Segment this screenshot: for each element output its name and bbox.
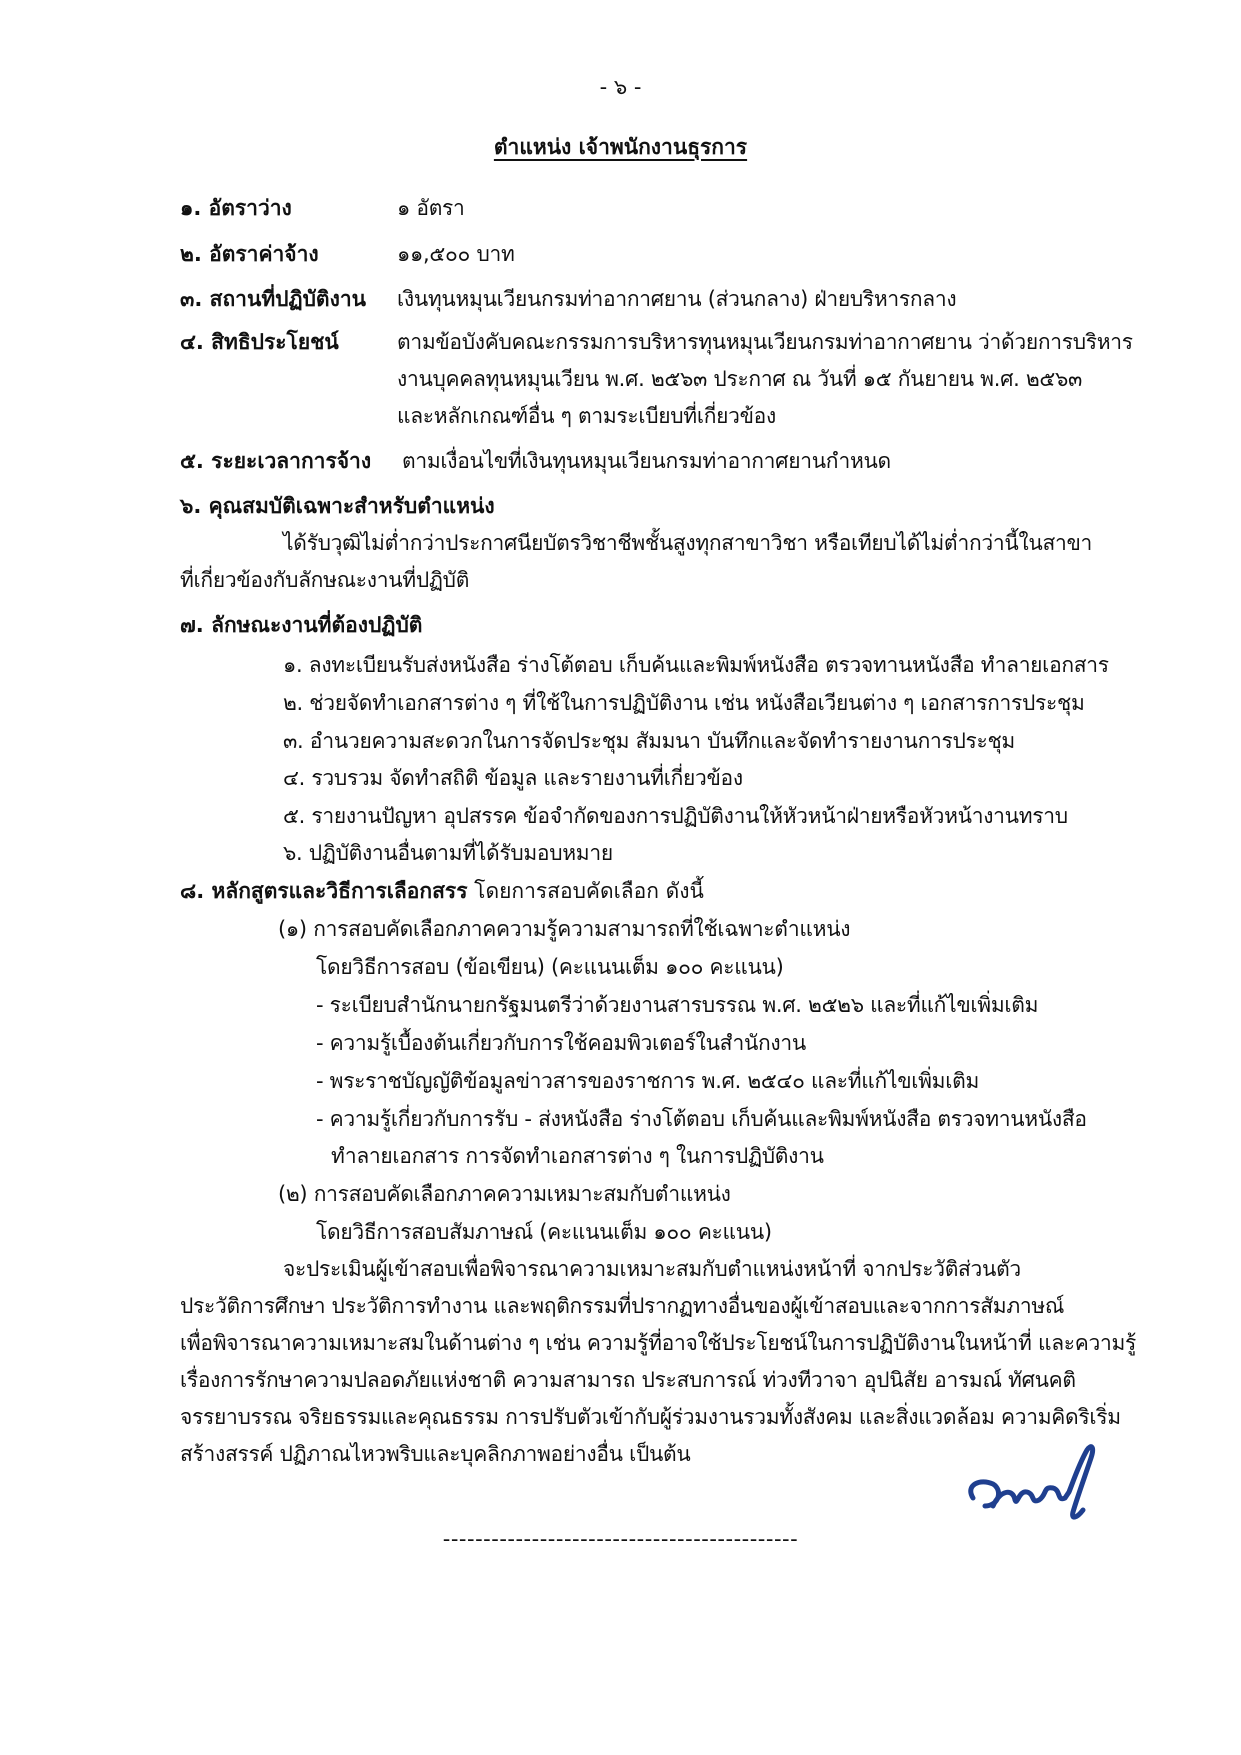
exam-topic: - ระเบียบสำนักนายกรัฐมนตรีว่าด้วยงานสารบรรณ พ.ศ. ๒๕๒๖ และที่แก้ไขเพิ่มเติม	[316, 993, 1039, 1017]
list-item: ๑. ลงทะเบียนรับส่งหนังสือ ร่างโต้ตอบ เก็บค้นและพิมพ์หนังสือ ตรวจทานหนังสือ ทำลายเอกสาร	[283, 653, 1109, 677]
page-number: - ๖ -	[599, 75, 642, 99]
list-item: ๒. ช่วยจัดทำเอกสารต่าง ๆ ที่ใช้ในการปฏิบัติงาน เช่น หนังสือเวียนต่าง ๆ เอกสารการประชุม	[283, 691, 1085, 715]
item-value: ตามข้อบังคับคณะกรรมการบริหารทุนหมุนเวียนกรมท่าอากาศยาน ว่าด้วยการบริหาร	[397, 330, 1133, 354]
end-line: --------------------------------------------	[442, 1527, 799, 1551]
list-item: ๓. อำนวยความสะดวกในการจัดประชุม สัมมนา บันทึกและจัดทำรายงานการประชุม	[283, 729, 1015, 753]
list-item: ๖. ปฏิบัติงานอื่นตามที่ได้รับมอบหมาย	[283, 841, 613, 865]
list-item: ๕. รายงานปัญหา อุปสรรค ข้อจำกัดของการปฏิบัติงานให้หัวหน้าฝ่ายหรือหัวหน้างานทราบ	[283, 804, 1068, 828]
paragraph-line: สร้างสรรค์ ปฏิภาณไหวพริบและบุคลิกภาพอย่างอื่น เป็นต้น	[180, 1442, 691, 1466]
paragraph-line: ที่เกี่ยวข้องกับลักษณะงานที่ปฏิบัติ	[180, 568, 470, 592]
exam-method: โดยวิธีการสอบ (ข้อเขียน) (คะแนนเต็ม ๑๐๐ คะแนน)	[316, 955, 784, 979]
section-heading: ๗. ลักษณะงานที่ต้องปฏิบัติ	[180, 613, 423, 637]
item-label: ๑. อัตราว่าง	[180, 196, 292, 220]
subsection-title: (๒) การสอบคัดเลือกภาคความเหมาะสมกับตำแหน่ง	[278, 1182, 731, 1206]
item-label: ๔. สิทธิประโยชน์	[180, 330, 339, 354]
item-label: ๕. ระยะเวลาการจ้าง	[180, 449, 372, 473]
item-label: ๓. สถานที่ปฏิบัติงาน	[180, 287, 366, 311]
exam-topic: - ความรู้เกี่ยวกับการรับ - ส่งหนังสือ ร่างโต้ตอบ เก็บค้นและพิมพ์หนังสือ ตรวจทานหนังสือ	[316, 1107, 1087, 1131]
item-value: และหลักเกณฑ์อื่น ๆ ตามระเบียบที่เกี่ยวข้อง	[397, 404, 776, 428]
section-heading: ๖. คุณสมบัติเฉพาะสำหรับตำแหน่ง	[180, 494, 495, 518]
subsection-title: (๑) การสอบคัดเลือกภาคความรู้ความสามารถที่ใช้เฉพาะตำแหน่ง	[278, 917, 851, 941]
paragraph-line: เรื่องการรักษาความปลอดภัยแห่งชาติ ความสามารถ ประสบการณ์ ท่วงทีวาจา อุปนิสัย อารมณ์ ทัศนคติ	[180, 1368, 1076, 1392]
section-heading	[180, 876, 704, 906]
item-label: ๒. อัตราค่าจ้าง	[180, 242, 319, 266]
exam-topic: - ความรู้เบื้องต้นเกี่ยวกับการใช้คอมพิวเตอร์ในสำนักงาน	[316, 1031, 806, 1055]
page-title-text: ตำแหน่ง เจ้าพนักงานธุรการ	[493, 135, 748, 159]
section-heading-rest: โดยการสอบคัดเลือก ดังนี้	[467, 879, 704, 903]
exam-topic-continued: ทำลายเอกสาร การจัดทำเอกสารต่าง ๆ ในการปฏิบัติงาน	[331, 1144, 824, 1168]
item-value: ๑ อัตรา	[397, 196, 465, 220]
item-value: เงินทุนหมุนเวียนกรมท่าอากาศยาน (ส่วนกลาง) ฝ่ายบริหารกลาง	[397, 287, 957, 311]
paragraph-line: จรรยาบรรณ จริยธรรมและคุณธรรม การปรับตัวเข้ากับผู้ร่วมงานรวมทั้งสังคม และสิ่งแวดล้อม ความคิดริเริ่ม	[180, 1405, 1121, 1429]
exam-topic: - พระราชบัญญัติข้อมูลข่าวสารของราชการ พ.ศ. ๒๕๔๐ และที่แก้ไขเพิ่มเติม	[316, 1069, 979, 1093]
item-value: งานบุคคลทุนหมุนเวียน พ.ศ. ๒๕๖๓ ประกาศ ณ วันที่ ๑๕ กันยายน พ.ศ. ๒๕๖๓	[397, 367, 1083, 391]
item-value: ๑๑,๕๐๐ บาท	[397, 242, 515, 266]
signature-stroke	[971, 1447, 1093, 1517]
paragraph-line: เพื่อพิจารณาความเหมาะสมในด้านต่าง ๆ เช่น ความรู้ที่อาจใช้ประโยชน์ในการปฏิบัติงานในหน้าที่ และความรู้	[180, 1331, 1137, 1355]
section-heading-bold: ๘. หลักสูตรและวิธีการเลือกสรร	[180, 879, 468, 903]
paragraph-line: ประวัติการศึกษา ประวัติการทำงาน และพฤติกรรมที่ปรากฏทางอื่นของผู้เข้าสอบและจากการสัมภาษณ์	[180, 1294, 1065, 1318]
list-item: ๔. รวบรวม จัดทำสถิติ ข้อมูล และรายงานที่เกี่ยวข้อง	[283, 766, 743, 790]
paragraph-line: ได้รับวุฒิไม่ต่ำกว่าประกาศนียบัตรวิชาชีพชั้นสูงทุกสาขาวิชา หรือเทียบได้ไม่ต่ำกว่านี้ในสาขา	[283, 531, 1093, 555]
signature	[965, 1440, 1115, 1530]
item-value: ตามเงื่อนไขที่เงินทุนหมุนเวียนกรมท่าอากาศยานกำหนด	[402, 449, 891, 473]
exam-method: โดยวิธีการสอบสัมภาษณ์ (คะแนนเต็ม ๑๐๐ คะแนน)	[316, 1220, 772, 1244]
paragraph-line: จะประเมินผู้เข้าสอบเพื่อพิจารณาความเหมาะสมกับตำแหน่งหน้าที่ จากประวัติส่วนตัว	[283, 1257, 1021, 1281]
page-title	[0, 132, 1241, 162]
